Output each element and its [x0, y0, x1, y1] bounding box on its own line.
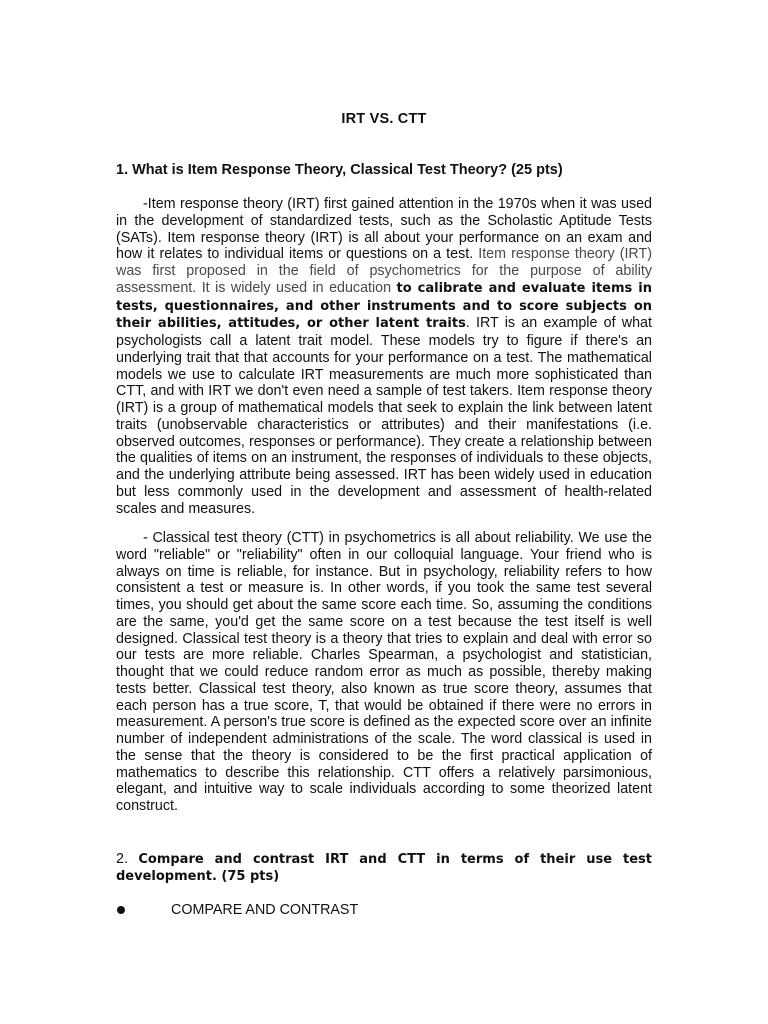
irt-paragraph-part2: Item response theory (IRT) was first proposed in the field of psychometrics for the purpose of ability assessment. It is widely used in education	[116, 246, 652, 296]
irt-paragraph-part4: . IRT is an example of what psychologists call a latent trait model. These models try to figure if there's an underlying trait that that accounts for your performance on a test. The mathematical models we use to calculate IRT measurements are much more sophisticated than CTT, and with IRT we don't even need a sample of test takers. Item response theory (IRT) is a group of mathematical models that seek to explain the link between latent traits (unobservable characteristics or attributes) and their manifestations (i.e. observed outcomes, responses or performance). They create a relationship between the qualities of items on an instrument, the responses of individuals to these objects, and the underlying attribute being assessed. IRT has been widely used in education but less commonly used in the development and assessment of health-related scales and measures.	[116, 315, 652, 517]
question-2-number: 2.	[116, 851, 139, 867]
irt-paragraph	[116, 196, 652, 517]
document-title: IRT VS. CTT	[341, 111, 427, 127]
bullet-item	[117, 902, 653, 919]
question-2-heading	[116, 851, 652, 885]
irt-paragraph-bold-part: to calibrate and evaluate items in tests, questionnaires, and other instruments and to score subjects on their abilities, attitudes, or other latent traits	[116, 280, 652, 332]
bullet-dot-icon	[117, 906, 125, 914]
irt-paragraph-part1: -Item response theory (IRT) first gained attention in the 1970s when it was used in the development of standardized tests, such as the Scholastic Aptitude Tests (SATs). Item response theory (IRT) is all about your performance on an exam and how it relates to individual items or questions on a test.	[116, 196, 652, 263]
bullet-item-label: COMPARE AND CONTRAST	[171, 902, 359, 918]
ctt-paragraph: - Classical test theory (CTT) in psychometrics is all about reliability. We use the word "reliable" or "reliability" often in our colloquial language. Your friend who is always on time is reliable, for instance. But in psychology, reliability refers to how consistent a test or measure is. In other words, if you took the same test several times, you should get about the same score each time. So, assuming the conditions are the same, you'd get the same score on a test because the test itself is well designed. Classical test theory is a theory that tries to explain and deal with error so our tests are more reliable. Charles Spearman, a psychologist and statistician, thought that we could reduce random error as much as possible, thereby making tests better. Classical test theory, also known as true score theory, assumes that each person has a true score, T, that would be obtained if there were no errors in measurement. A person's true score is defined as the expected score over an infinite number of independent administrations of the scale. The word classical is used in the sense that the theory is considered to be the first practical application of mathematics to describe this relationship. CTT offers a relatively parsimonious, elegant, and intuitive way to scale individuals according to some theorized latent construct.	[116, 530, 652, 814]
question-2-text: Compare and contrast IRT and CTT in terms of their use test development. (75 pts)	[116, 852, 652, 884]
question-1-heading: 1. What is Item Response Theory, Classical Test Theory? (25 pts)	[116, 162, 563, 178]
